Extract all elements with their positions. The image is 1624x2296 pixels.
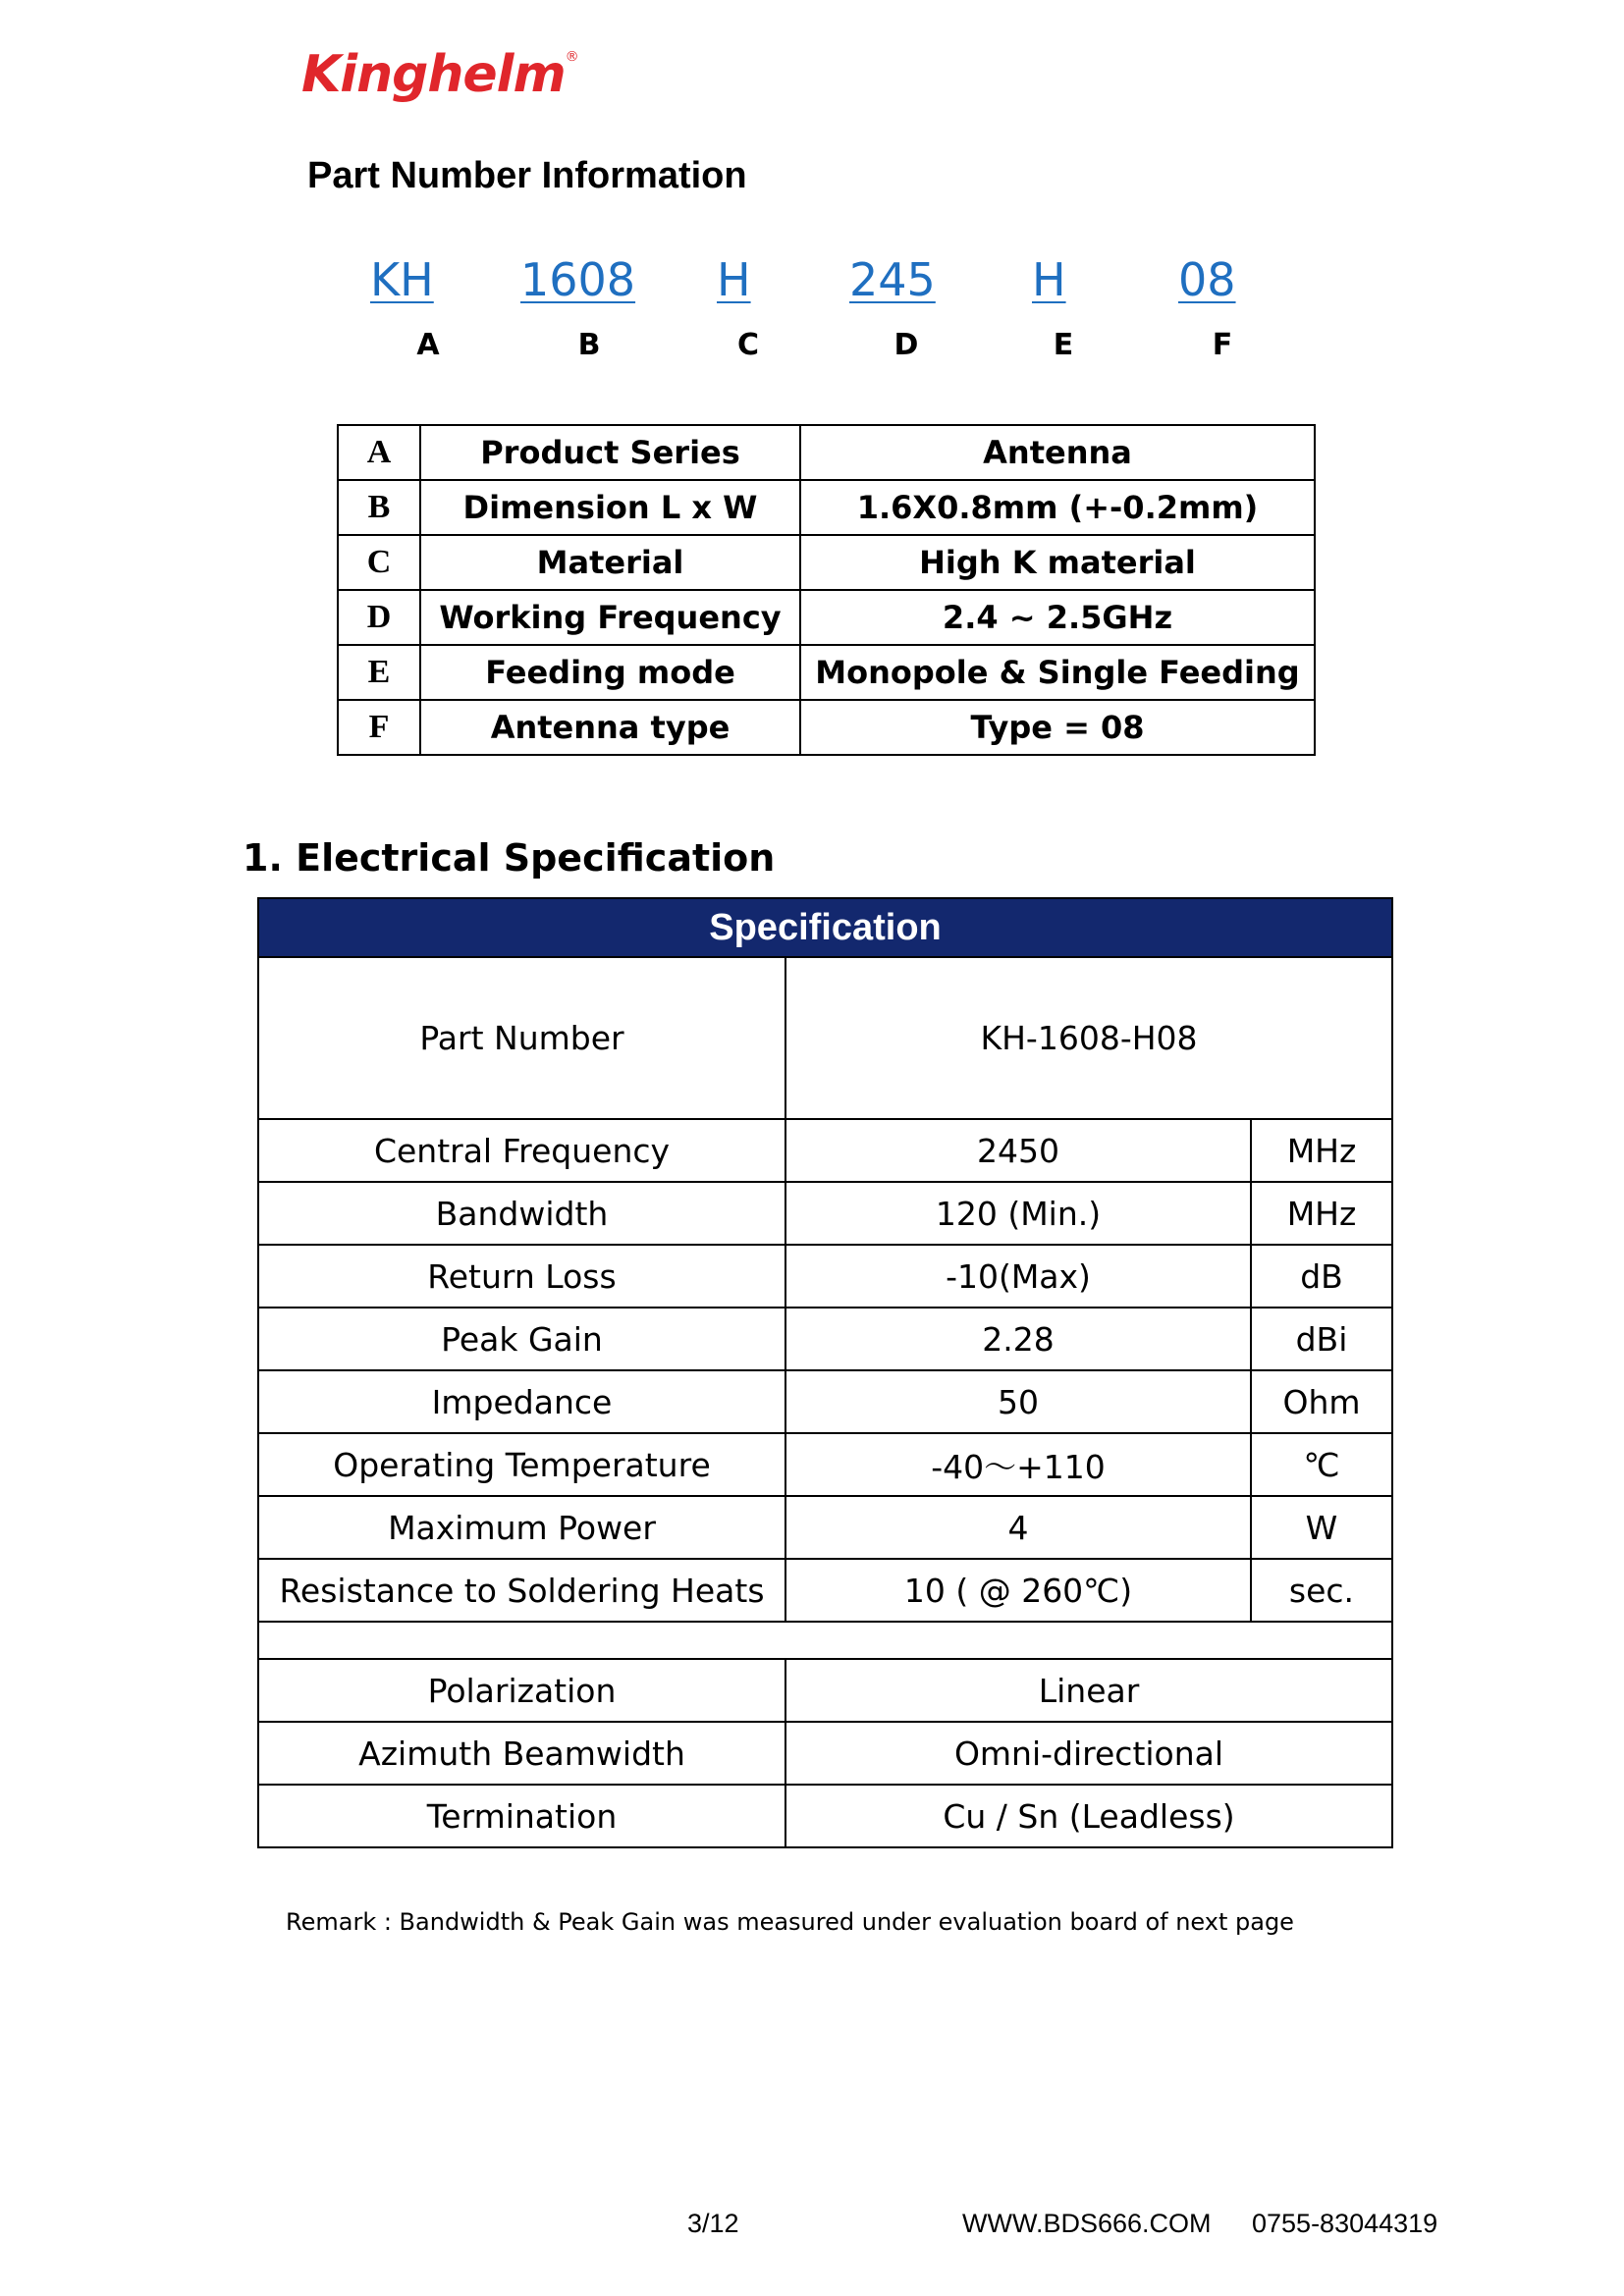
row-value: Type = 08	[800, 700, 1315, 755]
spec-label: Termination	[258, 1785, 785, 1847]
phone-number: 0755-83044319	[1252, 2209, 1438, 2238]
specification-table	[257, 897, 1393, 1848]
row-label: Working Frequency	[420, 590, 800, 645]
table-row	[258, 1496, 1392, 1559]
part-number-table	[337, 424, 1316, 756]
table-row	[258, 1370, 1392, 1433]
segment-code-a: KH	[370, 253, 434, 306]
row-label: Product Series	[420, 425, 800, 480]
spec-label: Return Loss	[258, 1245, 785, 1308]
row-key: E	[338, 645, 420, 700]
segment-letter-c: C	[736, 328, 760, 362]
row-key: D	[338, 590, 420, 645]
table-row	[258, 1722, 1392, 1785]
table-row	[258, 1182, 1392, 1245]
segment-code-e: H	[1032, 253, 1066, 306]
table-row	[338, 700, 1315, 755]
row-label: Antenna type	[420, 700, 800, 755]
part-number-value: KH-1608-H08	[785, 957, 1392, 1119]
segment-letter-d: D	[893, 328, 919, 362]
website-link[interactable]: WWW.BDS666.COM	[962, 2209, 1212, 2238]
spec-value: Cu / Sn (Leadless)	[785, 1785, 1392, 1847]
page-number: 3/12	[687, 2209, 739, 2238]
part-number-label: Part Number	[258, 957, 785, 1119]
table-row	[258, 1119, 1392, 1182]
spec-value: 50	[785, 1370, 1251, 1433]
spec-value: 4	[785, 1496, 1251, 1559]
table-row	[258, 1308, 1392, 1370]
spec-header: Specification	[258, 898, 1392, 957]
spec-label: Peak Gain	[258, 1308, 785, 1370]
row-key: B	[338, 480, 420, 535]
section-title: 1. Electrical Specification	[243, 836, 776, 880]
row-value: 1.6X0.8mm (+-0.2mm)	[800, 480, 1315, 535]
spec-value: 10 ( @ 260℃)	[785, 1559, 1251, 1622]
spec-value: 120 (Min.)	[785, 1182, 1251, 1245]
segment-code-f: 08	[1178, 253, 1236, 306]
spec-unit: W	[1251, 1496, 1392, 1559]
row-key: A	[338, 425, 420, 480]
spec-value: -40～+110	[785, 1433, 1251, 1496]
row-key: C	[338, 535, 420, 590]
part-number-row	[258, 957, 1392, 1119]
spacer-cell	[258, 1622, 1392, 1659]
spec-value: 2450	[785, 1119, 1251, 1182]
spec-unit: MHz	[1251, 1182, 1392, 1245]
table-row	[338, 480, 1315, 535]
registered-mark: ®	[565, 49, 578, 65]
spec-label: Bandwidth	[258, 1182, 785, 1245]
table-row	[258, 1559, 1392, 1622]
spec-value: Omni-directional	[785, 1722, 1392, 1785]
spec-unit: sec.	[1251, 1559, 1392, 1622]
table-row	[338, 535, 1315, 590]
table-row	[338, 645, 1315, 700]
spacer-row	[258, 1622, 1392, 1659]
logo-text: Kinghelm	[301, 45, 566, 104]
table-row	[258, 1785, 1392, 1847]
row-value: High K material	[800, 535, 1315, 590]
row-value: 2.4 ~ 2.5GHz	[800, 590, 1315, 645]
spec-value: -10(Max)	[785, 1245, 1251, 1308]
segment-code-d: 245	[849, 253, 936, 306]
segment-code-c: H	[717, 253, 751, 306]
row-value: Antenna	[800, 425, 1315, 480]
row-label: Dimension L x W	[420, 480, 800, 535]
table-row	[258, 1659, 1392, 1722]
spec-unit: dB	[1251, 1245, 1392, 1308]
kinghelm-logo	[301, 45, 578, 104]
row-label: Material	[420, 535, 800, 590]
remark-text: Remark : Bandwidth & Peak Gain was measured under evaluation board of next page	[286, 1908, 1294, 1936]
spec-unit: MHz	[1251, 1119, 1392, 1182]
table-row	[258, 1245, 1392, 1308]
table-row	[258, 1433, 1392, 1496]
spec-label: Azimuth Beamwidth	[258, 1722, 785, 1785]
spec-label: Polarization	[258, 1659, 785, 1722]
spec-label: Operating Temperature	[258, 1433, 785, 1496]
segment-letter-b: B	[577, 328, 601, 362]
spec-value: Linear	[785, 1659, 1392, 1722]
segment-letter-a: A	[416, 328, 440, 362]
row-key: F	[338, 700, 420, 755]
spec-unit: ℃	[1251, 1433, 1392, 1496]
part-number-title: Part Number Information	[307, 155, 747, 196]
spec-label: Resistance to Soldering Heats	[258, 1559, 785, 1622]
spec-unit: dBi	[1251, 1308, 1392, 1370]
row-value: Monopole & Single Feeding	[800, 645, 1315, 700]
segment-letter-e: E	[1053, 328, 1074, 362]
spec-label: Impedance	[258, 1370, 785, 1433]
row-label: Feeding mode	[420, 645, 800, 700]
spec-value: 2.28	[785, 1308, 1251, 1370]
segment-code-b: 1608	[520, 253, 636, 306]
spec-unit: Ohm	[1251, 1370, 1392, 1433]
spec-header-row	[258, 898, 1392, 957]
table-row	[338, 425, 1315, 480]
table-row	[338, 590, 1315, 645]
spec-label: Maximum Power	[258, 1496, 785, 1559]
segment-letter-f: F	[1212, 328, 1233, 362]
spec-label: Central Frequency	[258, 1119, 785, 1182]
